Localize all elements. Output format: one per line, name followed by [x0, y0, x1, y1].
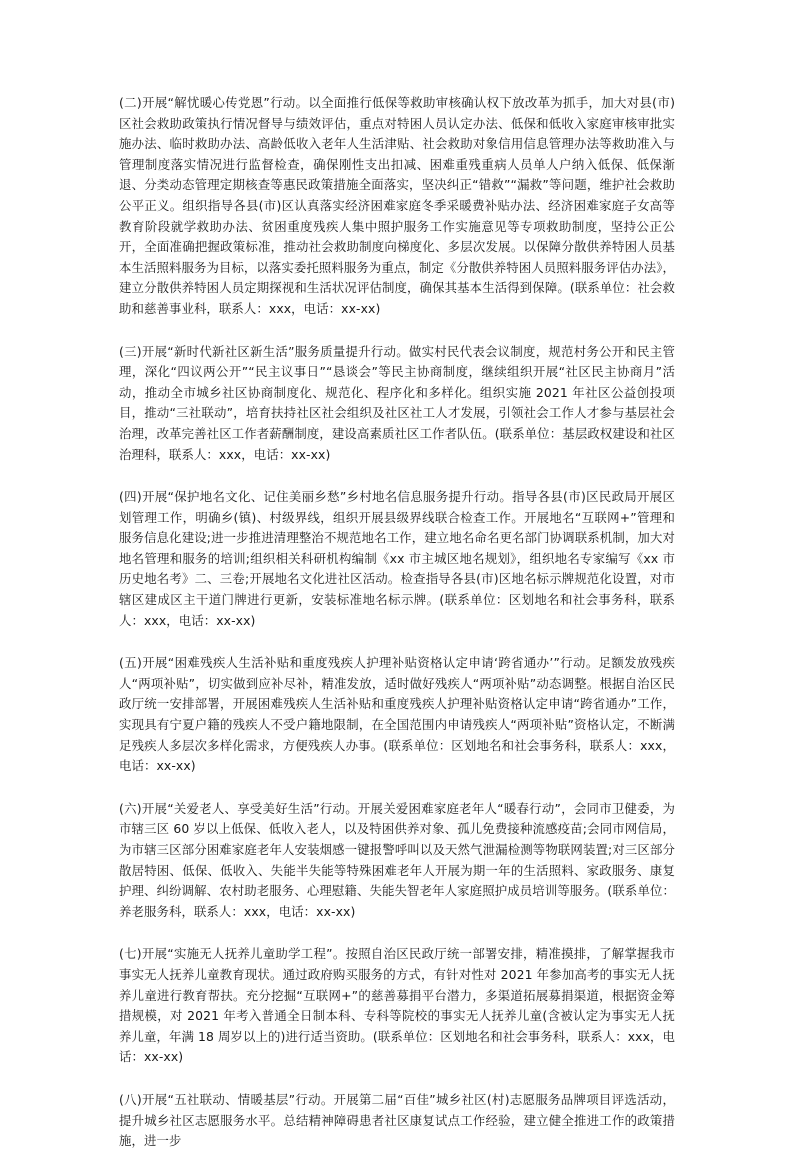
paragraph-6-elderly-care: (六)开展“关爱老人、享受美好生活”行动。开展关爱困难家庭老年人“暖春行动”，会同市卫健委，为市辖三区 60 岁以上低保、低收入老人，以及特困供养对象、孤儿免费接种流感疫苗;会同市网信局，为市辖三区部分困难家庭老年人安装烟感一键报警呼叫以及天然气泄漏检测等物联网装置;对三区部分散居特困、低保、低收入、失能半失能等特殊困难老年人开展为期一年的生活照料、家政服务、康复护理、纠纷调解、农村助老服务、心理慰籍、失能失智老年人家庭照护成员培训等服务。(联系单位：养老服务科，联系人：xxx，电话：xx-xx): [119, 800, 675, 919]
paragraph-3-community-service: (三)开展“新时代新社区新生活”服务质量提升行动。做实村民代表会议制度，规范村务公开和民主管理，深化“四议两公开”“民主议事日”“恳谈会”等民主协商制度，继续组织开展“社区民主协商月”活动，推动全市城乡社区协商制度化、规范化、程序化和多样化。组织实施 2021 年社区公益创投项目，推动“三社联动”，培育扶持社区社会组织及社区社工人才发展，引领社会工作人才参与基层社会治理，改革完善社区工作者薪酬制度，建设高素质社区工作者队伍。(联系单位：基层政权建设和社区治理科，联系人：xxx，电话：xx-xx): [119, 343, 675, 462]
document-body: [119, 93, 675, 1174]
paragraph-7-child-education: (七)开展“实施无人抚养儿童助学工程”。按照自治区民政厅统一部署安排，精准摸排，了解掌握我市事实无人抚养儿童教育现状。通过政府购买服务的方式，有针对性对 2021 年参加高考的事实无人抚养儿童进行教育帮扶。充分挖掘“互联网+”的慈善募捐平台潜力，多渠道拓展募捐渠道，根据资金筹措规模，对 2021 年考入普通全日制本科、专科等院校的事实无人抚养儿童(含被认定为事实无人抚养儿童，年满 18 周岁以上的)进行适当资助。(联系单位：区划地名和社会事务科，联系人：xxx，电话：xx-xx): [119, 946, 675, 1065]
paragraph-8-social-linkage: (八)开展“五社联动、情暖基层”行动。开展第二届“百佳”城乡社区(村)志愿服务品牌项目评选活动，提升城乡社区志愿服务水平。总结精神障碍患者社区康复试点工作经验，建立健全推进工作的政策措施，进一步: [119, 1091, 675, 1149]
paragraph-5-disability-subsidy: (五)开展“困难残疾人生活补贴和重度残疾人护理补贴资格认定申请‘跨省通办’”行动。足额发放残疾人“两项补贴”，切实做到应补尽补，精准发放，适时做好残疾人“两项补贴”动态调整。根据自治区民政厅统一安排部署，开展困难残疾人生活补贴和重度残疾人护理补贴资格认定申请“跨省通办”工作，实现具有宁夏户籍的残疾人不受户籍地限制，在全国范围内申请残疾人“两项补贴”资格认定，不断满足残疾人多层次多样化需求，方便残疾人办事。(联系单位：区划地名和社会事务科，联系人：xxx，电话：xx-xx): [119, 655, 675, 774]
paragraph-2-relief-action: (二)开展“解忧暖心传党恩”行动。以全面推行低保等救助审核确认权下放改革为抓手，加大对县(市)区社会救助政策执行情况督导与绩效评估，重点对特困人员认定办法、低保和低收入家庭审核审批实施办法、临时救助办法、高龄低收入老年人生活津贴、社会救助对象信用信息管理办法等救助准入与管理制度落实情况进行监督检查，确保刚性支出扣减、困难重残重病人员单人户纳入低保、低保渐退、分类动态管理定期核查等惠民政策措施全面落实，坚决纠正“错救”“漏救”等问题，维护社会救助公平正义。组织指导各县(市)区认真落实经济困难家庭冬季采暖费补贴办法、经济困难家庭子女高等教育阶段就学救助办法、贫困重度残疾人集中照护服务工作实施意见等专项救助制度，坚持公正公开，全面准确把握政策标准，推动社会救助制度向梯度化、多层次发展。以保障分散供养特困人员基本生活照料服务为目标，以落实委托照料服务为重点，制定《分散供养特困人员照料服务评估办法》，建立分散供养特困人员定期探视和生活状况评估制度，确保其基本生活得到保障。(联系单位：社会救助和慈善事业科，联系人：xxx，电话：xx-xx): [119, 95, 675, 316]
paragraph-4-place-names: (四)开展“保护地名文化、记住美丽乡愁”乡村地名信息服务提升行动。指导各县(市)区民政局开展区划管理工作，明确乡(镇)、村级界线，组织开展县级界线联合检查工作。开展地名“互联网+”管理和服务信息化建设;进一步推进清理整治不规范地名工作，建立地名命名更名部门协调联系机制，加大对地名管理和服务的培训;组织相关科研机构编制《xx 市主城区地名规划》，组织地名专家编写《xx 市历史地名考》二、三卷;开展地名文化进社区活动。检查指导各县(市)区地名标示牌规范化设置，对市辖区建成区主干道门牌进行更新，安装标准地名标示牌。(联系单位：区划地名和社会事务科，联系人：xxx，电话：xx-xx): [119, 489, 675, 628]
